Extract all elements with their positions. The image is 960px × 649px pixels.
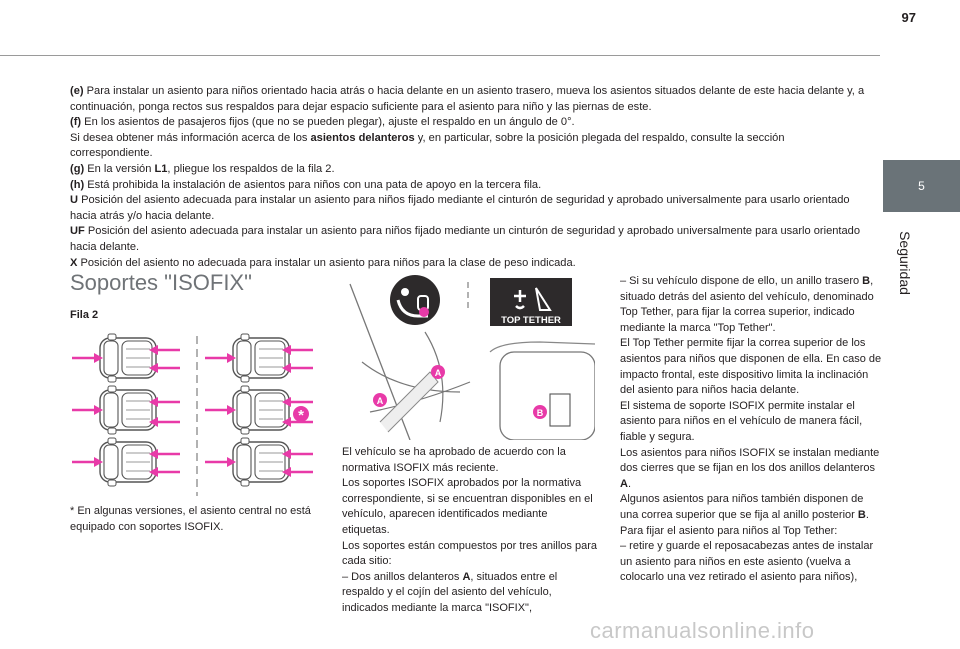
note-uf: UF Posición del asiento adecuada para instalar un asiento para niños fijado mediante un cinturón de seguridad y aprobado universalmente para usarlo orientado hacia delante. xyxy=(70,225,861,253)
top-tether-label: TOP TETHER xyxy=(501,315,561,326)
footnote: * En algunas versiones, el asiento central no está equipado con soportes ISOFIX. xyxy=(70,505,311,533)
chapter-title-vertical xyxy=(890,210,920,320)
col3-p3: El sistema de soporte ISOFIX permite instalar el asiento para niños en el vehículo de manera fácil, fiable y segura. xyxy=(620,399,863,443)
chapter-tab xyxy=(883,160,960,212)
col3-p6: Para fijar el asiento para niños al Top Tether: xyxy=(620,524,838,537)
label-b: B xyxy=(536,408,544,418)
col3-p5: Algunos asientos para niños también disponen de una correa superior que se fija al anillo posterior B. xyxy=(620,493,869,521)
intro-notes xyxy=(70,84,870,271)
col2-p3: Los soportes están compuestos por tres anillos para cada sitio: xyxy=(342,539,597,568)
asterisk-label: * xyxy=(298,407,304,424)
note-e: (e) Para instalar un asiento para niños orientado hacia atrás o hacia delante en un asiento trasero, mueva los asientos situados delante de este hacia delante y, a continuación, ponga rectos sus respaldos para dejar espacio suficiente para el asiento para niño y las piernas de este. xyxy=(70,85,865,113)
chapter-title: Seguridad xyxy=(897,231,913,295)
note-u: U Posición del asiento adecuada para instalar un asiento para niños fijado mediante el cinturón de seguridad y aprobado universalmente para usarlo orientado hacia atrás y/o hacia delante. xyxy=(70,194,850,222)
section-subtitle: Fila 2 xyxy=(70,309,99,321)
isofix-text-col3 xyxy=(620,274,882,586)
note-f: (f) En los asientos de pasajeros fijos (que no se pueden plegar), ajuste el respaldo en un ángulo de 0°. xyxy=(70,116,575,129)
isofix-text-col2 xyxy=(342,445,597,617)
note-g: (g) En la versión L1, pliegue los respaldos de la fila 2. xyxy=(70,162,335,175)
note-f-extra: Si desea obtener más información acerca de los asientos delanteros y, en particular, sobre la posición plegada del respaldo, consulte la sección correspondiente. xyxy=(70,131,785,160)
note-h: (h) Está prohibida la instalación de asientos para niños con una pata de apoyo en la tercera fila. xyxy=(70,178,542,191)
col3-p4: Los asientos para niños ISOFIX se instalan mediante dos cierres que se fijan en los dos anillos delanteros A. xyxy=(620,446,880,490)
col3-p2: El Top Tether permite fijar la correa superior de los asientos para niños que disponen de ella. En caso de impacto frontal, este dispositivo limita la inclinación del asiento para niños hacia delante. xyxy=(620,337,882,397)
col3-p1: – Si su vehículo dispone de ello, un anillo trasero B, situado detrás del asiento del vehículo, denominado Top Tether, para fijar la correa superior, indicado mediante la marca "Top Tether". xyxy=(620,275,874,334)
col2-p4: – Dos anillos delanteros A, situados entre el respaldo y el cojín del asiento del vehículo, indicados mediante la marca "ISOFIX", xyxy=(342,570,558,614)
top-rule xyxy=(0,55,880,56)
col3-p7: – retire y guarde el reposacabezas antes de instalar un asiento para niños en este asiento (vuelva a colocarlo una vez retirado el asiento para niños), xyxy=(620,540,874,584)
seat-row-left xyxy=(72,334,180,486)
page-number: 97 xyxy=(901,10,916,25)
seat-diagram xyxy=(70,330,330,500)
col2-p2: Los soportes ISOFIX aprobados por la normativa correspondiente, si se encuentran disponibles en el vehículo, aparecen identificados mediante etiquetas. xyxy=(342,477,593,536)
chapter-number: 5 xyxy=(918,179,925,193)
col2-p1: El vehículo se ha aprobado de acuerdo con la normativa ISOFIX más reciente. xyxy=(342,446,566,474)
isofix-figure xyxy=(340,272,595,440)
isofix-badge-icon xyxy=(390,275,440,325)
note-x: X Posición del asiento no adecuada para instalar un asiento para niños para la clase de peso indicada. xyxy=(70,256,576,269)
label-a-top: A xyxy=(434,368,442,378)
section-title: Soportes "ISOFIX" xyxy=(70,270,252,295)
label-a-bottom: A xyxy=(376,396,384,406)
watermark: carmanualsonline.info xyxy=(590,618,815,643)
